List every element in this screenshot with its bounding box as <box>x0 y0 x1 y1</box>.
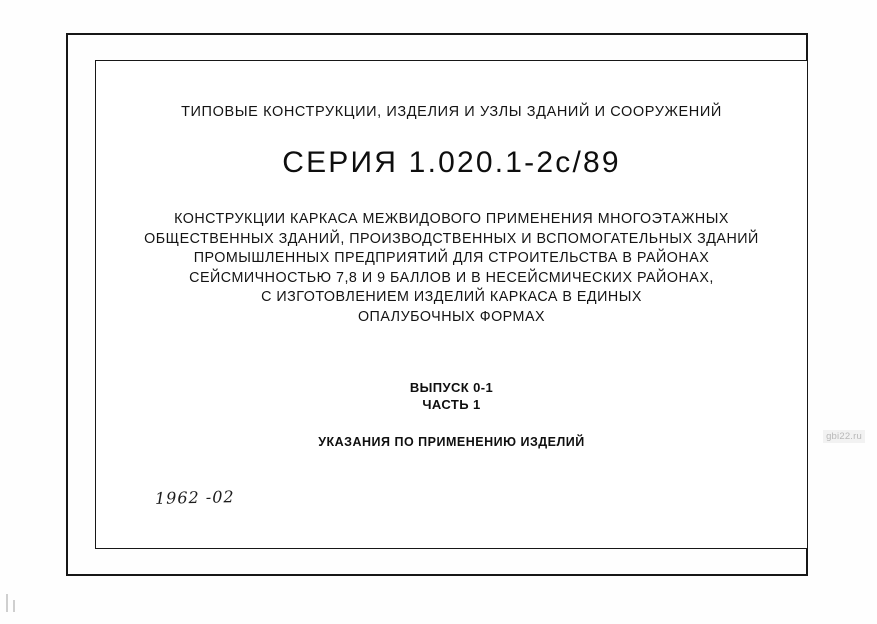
description-line-3: ПРОМЫШЛЕННЫХ ПРЕДПРИЯТИЙ ДЛЯ СТРОИТЕЛЬСТВА В РАЙОНАХ <box>193 250 710 266</box>
part-number: ЧАСТЬ 1 <box>422 397 481 412</box>
document-description <box>129 210 774 327</box>
series-number: СЕРИЯ 1.020.1-2с/89 <box>282 146 621 179</box>
description-line-1: КОНСТРУКЦИИ КАРКАСА МЕЖВИДОВОГО ПРИМЕНЕНИЯ МНОГОЭТАЖНЫХ <box>174 211 729 227</box>
description-line-4: СЕЙСМИЧНОСТЬЮ 7,8 И 9 БАЛЛОВ И В НЕСЕЙСМИЧЕСКИХ РАЙОНАХ, <box>189 269 714 286</box>
issue-block <box>129 379 774 413</box>
handwritten-date: 1962 -02 <box>154 487 235 508</box>
description-line-2: ОБЩЕСТВЕННЫХ ЗДАНИЙ, ПРОИЗВОДСТВЕННЫХ И ВСПОМОГАТЕЛЬНЫХ ЗДАНИЙ <box>144 230 759 247</box>
document-subtitle: УКАЗАНИЯ ПО ПРИМЕНЕНИЮ ИЗДЕЛИЙ <box>318 435 585 449</box>
title-block-content <box>95 60 808 549</box>
document-header-line: ТИПОВЫЕ КОНСТРУКЦИИ, ИЗДЕЛИЯ И УЗЛЫ ЗДАНИЙ И СООРУЖЕНИЙ <box>181 104 722 120</box>
description-line-5: С ИЗГОТОВЛЕНИЕМ ИЗДЕЛИЙ КАРКАСА В ЕДИНЫХ <box>261 289 642 305</box>
issue-number: ВЫПУСК 0-1 <box>409 380 494 395</box>
watermark-label: gbi22.ru <box>823 430 865 443</box>
scan-edge-mark <box>6 594 8 612</box>
scan-edge-mark <box>13 600 15 612</box>
description-line-6: ОПАЛУБОЧНЫХ ФОРМАХ <box>357 308 546 325</box>
